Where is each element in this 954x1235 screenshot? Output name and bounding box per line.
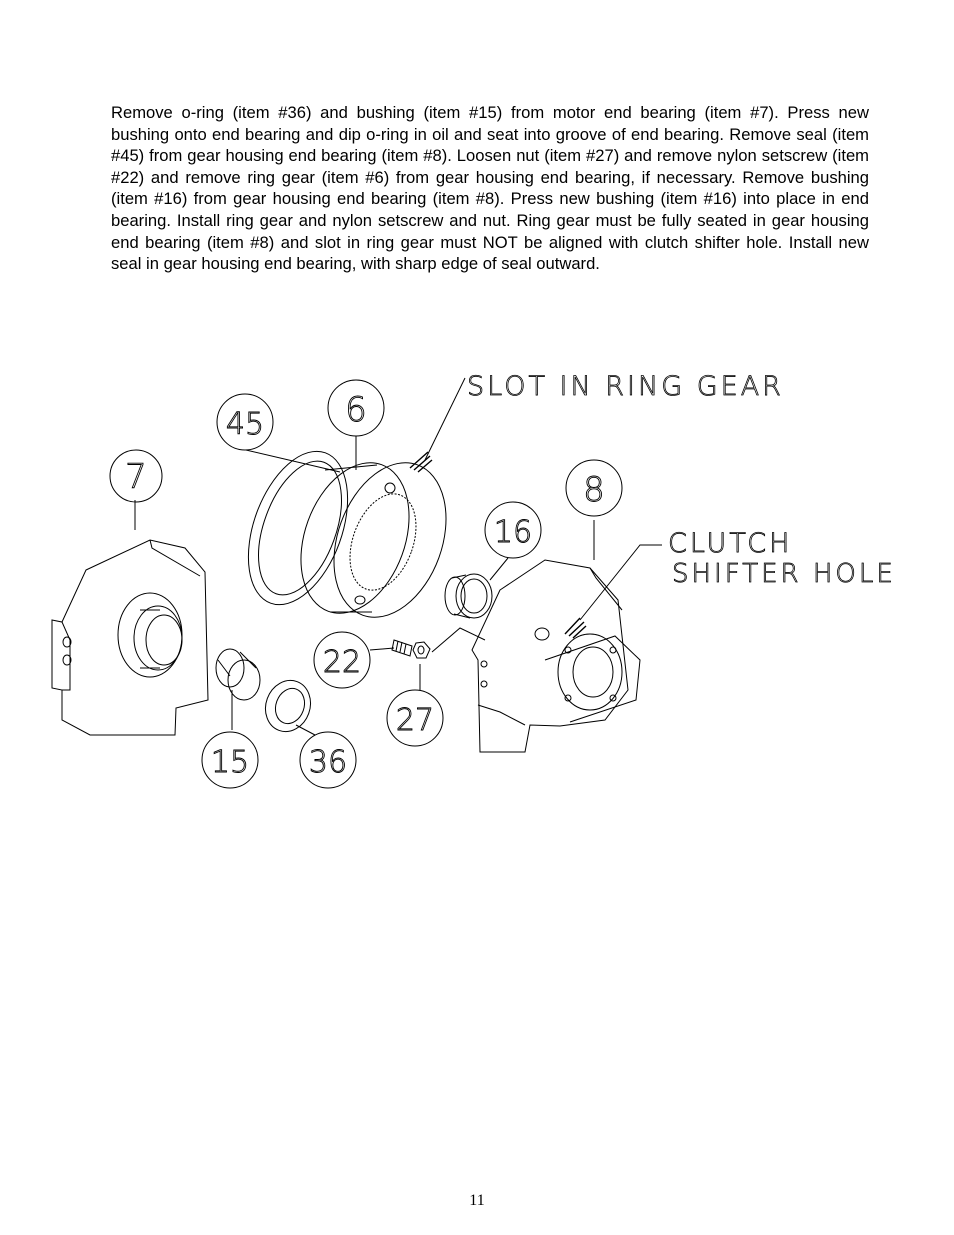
leader-lines <box>135 378 662 735</box>
svg-text:15: 15 <box>210 745 250 780</box>
callout-16 <box>485 502 541 558</box>
nut-part <box>413 642 430 658</box>
bushing-16-part <box>445 574 492 618</box>
slot-in-ring-gear-label: SLOT IN RING GEAR <box>467 371 784 402</box>
callout-45 <box>217 394 273 450</box>
instructions-paragraph: Remove o-ring (item #36) and bushing (item #15) from motor end bearing (item #7). Press new bushing onto end bearing and dip o-ring in oil and seat into groove of end bearing. Remove seal (item #45) from gear housing end bearing (item #8). Loosen nut (item #27) and remove nylon setscrew (item #22) and remove ring gear (item #6) from gear housing end bearing, if necessary. Remove bushing (item #16) from gear housing end bearing (item #8). Press new bushing (item #16) into place in end bearing. Install ring gear and nylon setscrew and nut. Ring gear must be fully seated in gear housing end bearing (item #8) and slot in ring gear must NOT be aligned with clutch shifter hole. Install new seal in gear housing end bearing, with sharp edge of seal outward. <box>111 103 869 274</box>
callout-15 <box>202 732 258 788</box>
callout-8 <box>566 460 622 516</box>
page-number: 11 <box>469 1192 485 1209</box>
callout-6 <box>328 380 384 436</box>
clutch-label: CLUTCH <box>668 528 793 559</box>
callout-7 <box>110 450 162 502</box>
o-ring-part <box>258 674 317 738</box>
callout-36 <box>300 732 356 788</box>
svg-text:27: 27 <box>395 703 435 738</box>
svg-text:7: 7 <box>125 457 147 497</box>
svg-text:6: 6 <box>345 390 367 430</box>
svg-text:16: 16 <box>493 515 533 550</box>
callout-22 <box>314 632 370 688</box>
seal-part <box>229 438 366 618</box>
setscrew-part <box>392 640 412 656</box>
svg-text:22: 22 <box>322 645 362 680</box>
svg-text:36: 36 <box>308 745 348 780</box>
svg-text:8: 8 <box>583 470 605 510</box>
bushing-15-part <box>216 649 260 700</box>
motor-end-bearing-part <box>52 540 208 735</box>
svg-text:45: 45 <box>225 407 265 442</box>
gear-housing-end-bearing-part <box>472 560 640 752</box>
exploded-parts-diagram <box>0 350 954 810</box>
shifter-hole-label: SHIFTER HOLE <box>672 559 896 589</box>
ring-gear-part <box>281 447 466 633</box>
callout-27 <box>387 690 443 746</box>
